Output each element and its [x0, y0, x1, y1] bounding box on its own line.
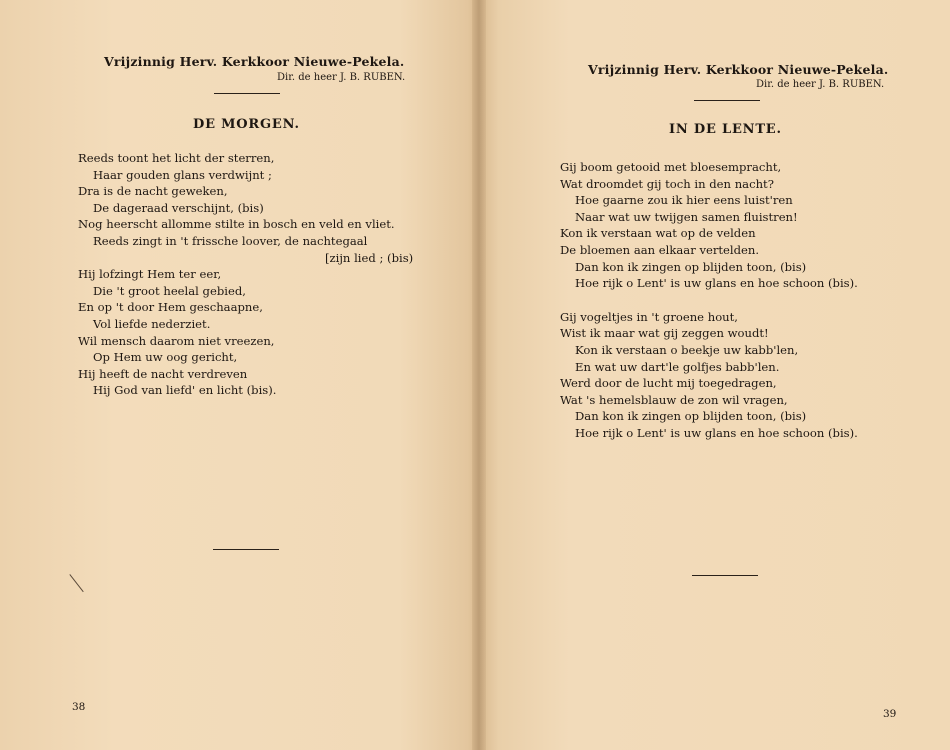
- poem-line: [zijn lied ; (bis): [325, 250, 414, 265]
- poem-title: IN DE LENTE.: [669, 122, 782, 137]
- poem-line: Gij vogeltjes in 't groene hout,: [560, 309, 738, 324]
- page-number: 39: [883, 708, 897, 720]
- poem-line: De bloemen aan elkaar vertelden.: [560, 242, 760, 257]
- pencil-mark: [69, 574, 84, 592]
- poem-line: Dan kon ik zingen op blijden toon, (bis): [575, 259, 807, 274]
- poem-title: DE MORGEN.: [193, 117, 300, 132]
- poem-line: Reeds toont het licht der sterren,: [78, 151, 275, 165]
- director-line: Dir. de heer J. B. RUBEN.: [756, 79, 885, 90]
- poem-line: Op Hem uw oog gericht,: [93, 350, 238, 365]
- poem-line: Hoe rijk o Lent' is uw glans en hoe schoon (bis).: [575, 276, 858, 291]
- poem-line: Dra is de nacht geweken,: [78, 184, 228, 199]
- poem-line: Vol liefde nederziet.: [93, 316, 211, 331]
- heading-divider: [694, 100, 760, 101]
- poem-line: Wil mensch daarom niet vreezen,: [78, 333, 275, 348]
- page-number: 38: [72, 701, 86, 713]
- poem-line: En wat uw dart'le golfjes babb'len.: [575, 359, 780, 374]
- poem-line: De dageraad verschijnt, (bis): [93, 200, 264, 215]
- choir-heading: Vrijzinnig Herv. Kerkkoor Nieuwe-Pekela.: [588, 62, 889, 77]
- poem-text: [560, 159, 858, 442]
- heading-divider: [214, 93, 280, 94]
- poem-line: Die 't groot heelal gebied,: [93, 283, 246, 298]
- end-divider: [213, 549, 279, 550]
- stanza-break: [560, 292, 858, 309]
- poem-text: [78, 150, 413, 399]
- poem-line: Hij heeft de nacht verdreven: [78, 366, 248, 381]
- poem-line: Werd door de lucht mij toegedragen,: [560, 376, 777, 391]
- poem-line: Wist ik maar wat gij zeggen woudt!: [560, 326, 769, 341]
- right-page: [482, 0, 950, 750]
- poem-line: Hoe gaarne zou ik hier eens luist'ren: [575, 193, 793, 208]
- poem-line: Kon ik verstaan wat op de velden: [560, 226, 756, 241]
- poem-line: Naar wat uw twijgen samen fluistren!: [575, 209, 798, 224]
- poem-line: Hij lofzingt Hem ter eer,: [78, 267, 222, 282]
- poem-line: Reeds zingt in 't frissche loover, de nachtegaal: [93, 233, 368, 248]
- poem-line: Gij boom getooid met bloesempracht,: [560, 160, 782, 174]
- poem-line: Haar gouden glans verdwijnt ;: [93, 167, 272, 182]
- poem-line: En op 't door Hem geschaapne,: [78, 300, 263, 315]
- poem-line: Nog heerscht allomme stilte in bosch en veld en vliet.: [78, 217, 395, 232]
- poem-line: Wat 's hemelsblauw de zon wil vragen,: [560, 392, 788, 407]
- end-divider: [692, 575, 758, 576]
- poem-line: Wat droomdet gij toch in den nacht?: [560, 176, 774, 191]
- poem-line: Kon ik verstaan o beekje uw kabb'len,: [575, 342, 799, 357]
- choir-heading: Vrijzinnig Herv. Kerkkoor Nieuwe-Pekela.: [104, 54, 405, 69]
- director-line: Dir. de heer J. B. RUBEN.: [277, 72, 406, 83]
- poem-line: Hoe rijk o Lent' is uw glans en hoe schoon (bis).: [575, 425, 858, 440]
- poem-line: Hij God van liefd' en licht (bis).: [93, 383, 277, 398]
- poem-line: Dan kon ik zingen op blijden toon, (bis): [575, 409, 807, 424]
